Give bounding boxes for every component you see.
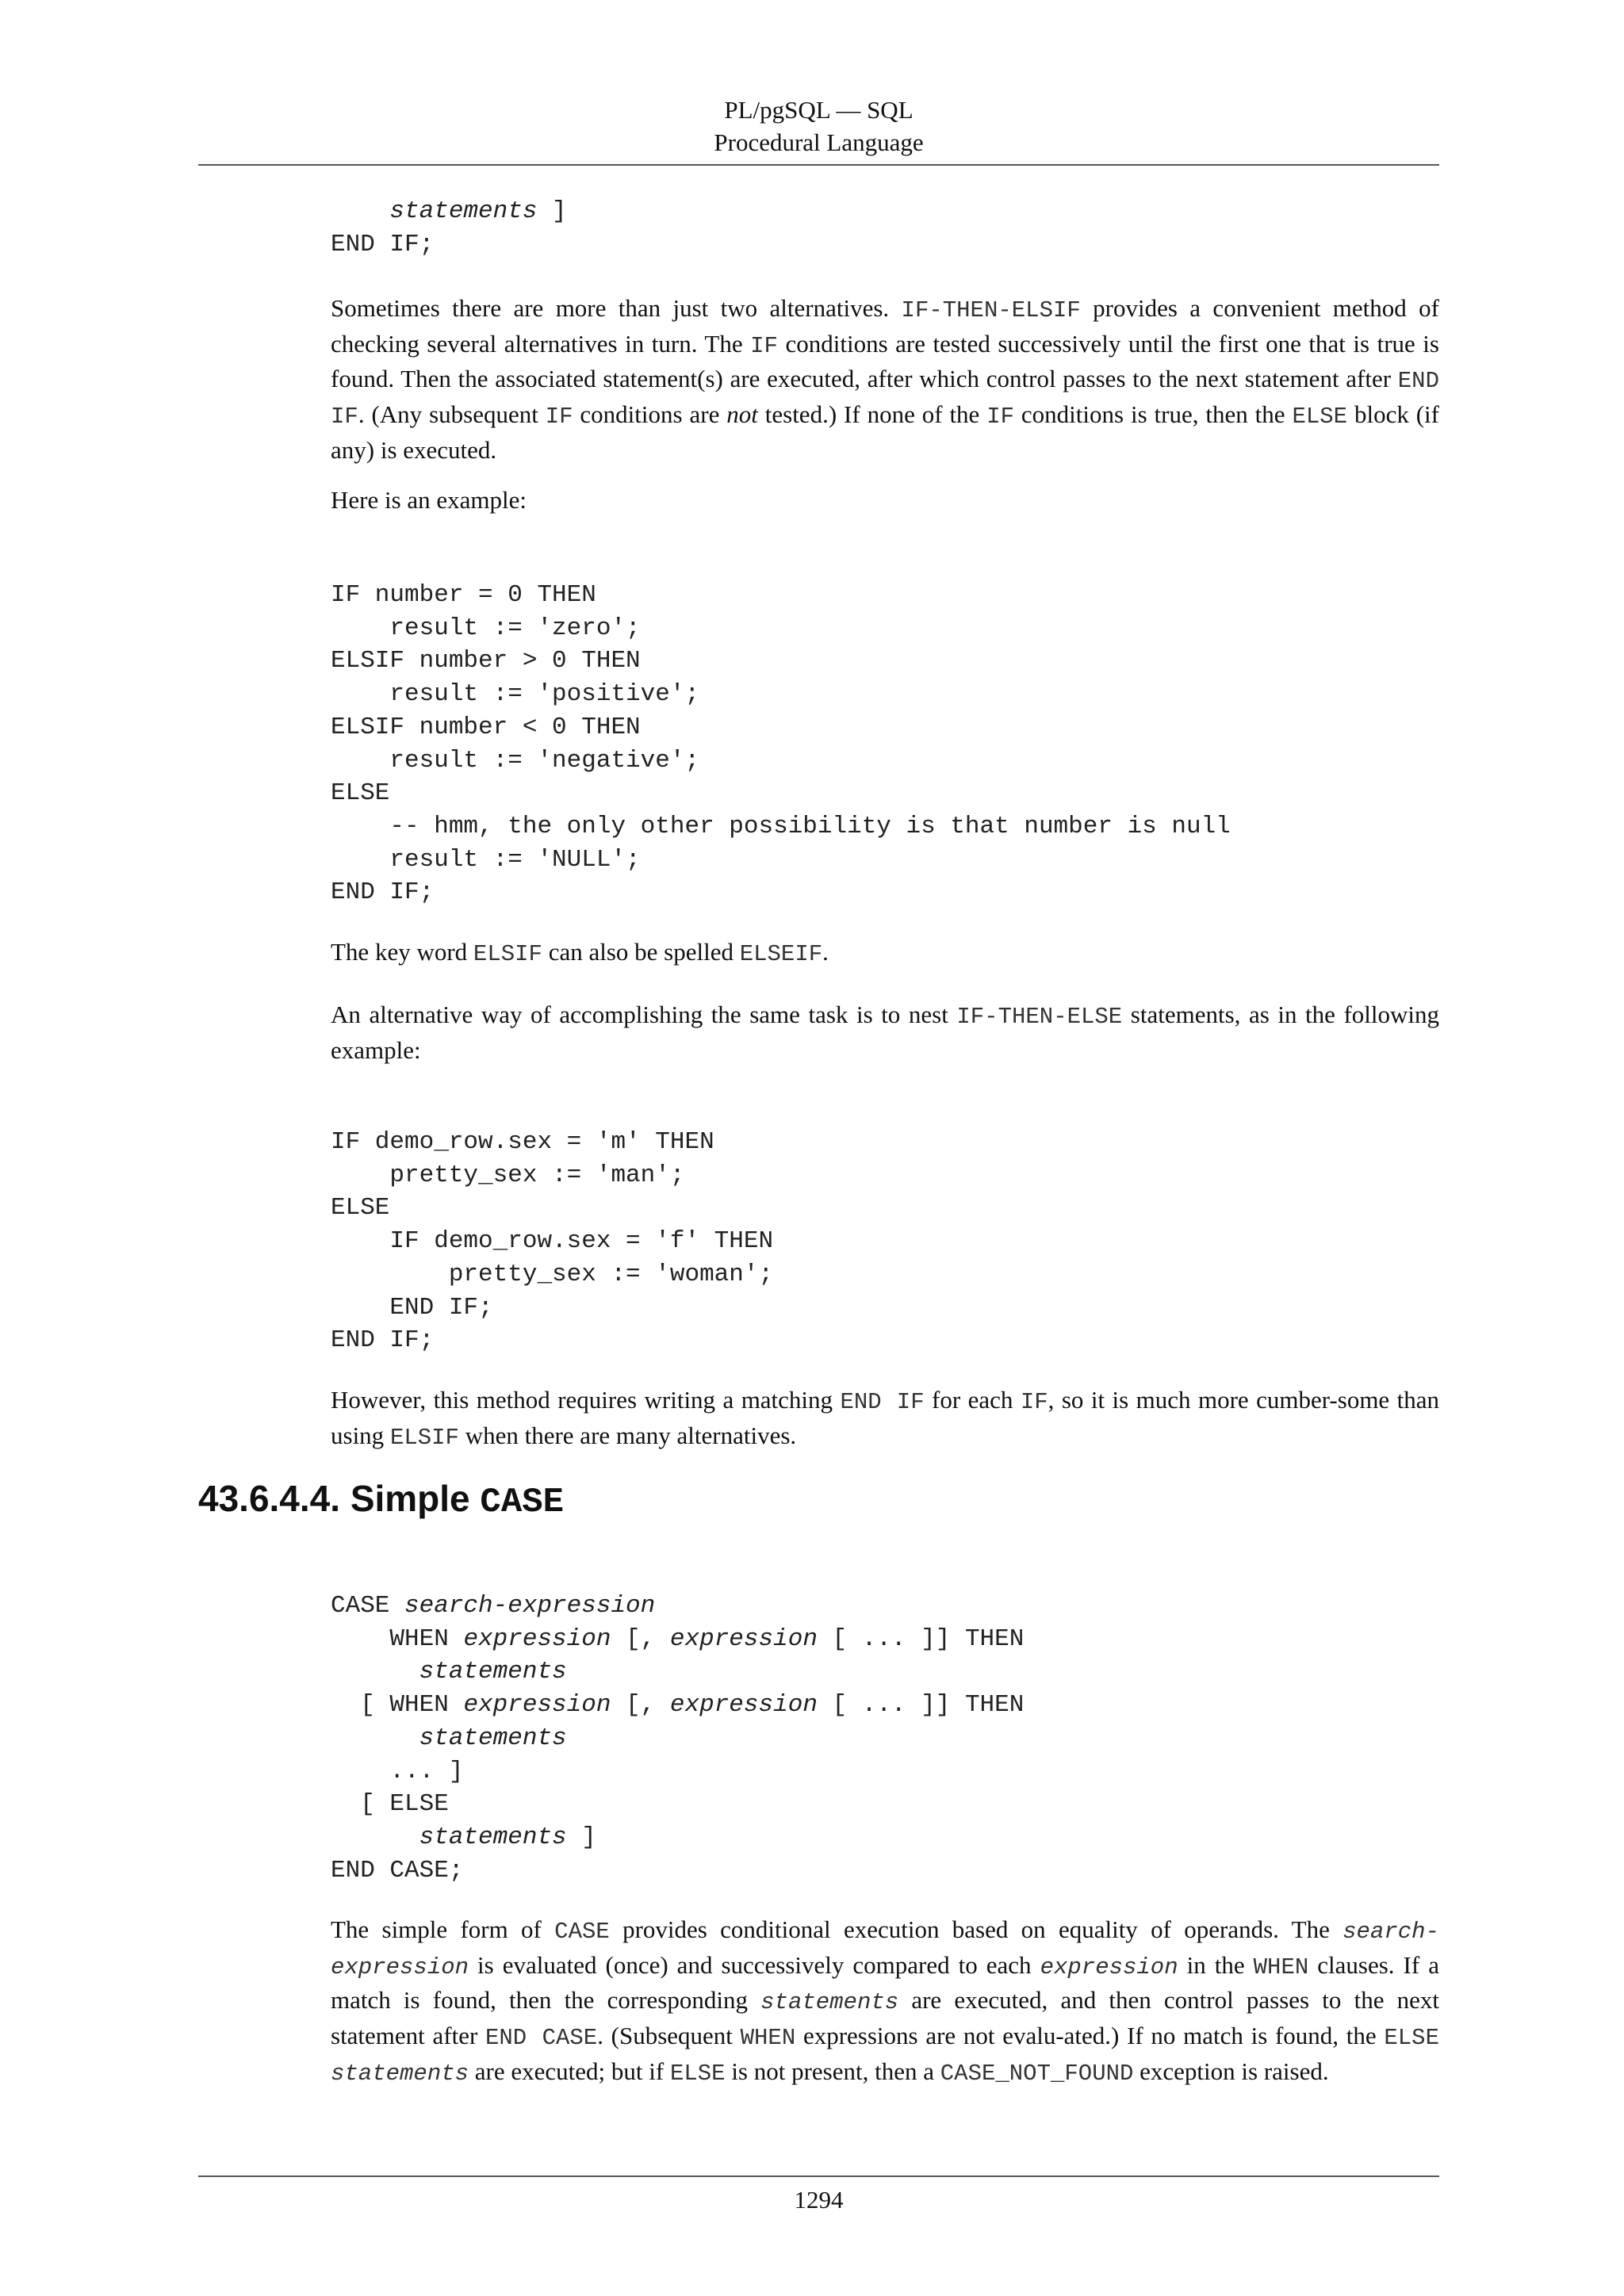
running-header xyxy=(198,94,1439,159)
code-block-fragment: statements ] END IF; xyxy=(331,197,567,258)
section-heading-simple-case: 43.6.4.4. Simple CASE xyxy=(198,1478,565,1522)
code-block-elsif-example: IF number = 0 THEN result := 'zero'; ELSIF number > 0 THEN result := 'positive'; ELSIF number < 0 THEN result := 'negative'; ELSE -- hmm, the only other possibility is that number is null result := 'NULL'; END IF; xyxy=(331,581,1231,907)
page-number: 1294 xyxy=(794,2186,844,2214)
paragraph-nested-drawback: However, this method requires writing a matching END IF for each IF, so it is much more cumber-some than using ELSIF when there are many alternatives. xyxy=(331,1386,1440,1451)
footer-rule xyxy=(198,2175,1439,2177)
code-block-case-syntax: CASE search-expression WHEN expression [, expression [ ... ]] THEN statements [ WHEN expression [, expression [ ... ]] THEN statements ... ] [ ELSE statements ] END CASE; xyxy=(331,1592,1025,1885)
header-subtitle: Procedural Language xyxy=(714,128,924,156)
header-title: PL/pgSQL — SQL xyxy=(724,96,914,124)
code-placeholder: statements xyxy=(389,197,538,225)
code-block-nested-example: IF demo_row.sex = 'm' THEN pretty_sex := 'man'; ELSE IF demo_row.sex = 'f' THEN pretty_sex := 'woman'; END IF; END IF; xyxy=(331,1128,774,1355)
paragraph-example-label: Here is an example: xyxy=(331,486,527,514)
paragraph-nested-alternative: An alternative way of accomplishing the same task is to nest IF-THEN-ELSE statements, as in the following example: xyxy=(331,1001,1439,1064)
paragraph-elsif-intro: Sometimes there are more than just two alternatives. IF-THEN-ELSIF provides a convenient method of checking several alternatives in turn. The IF conditions are tested successively until the first one that is true is found. Then the associated statement(s) are executed, after which control passes to the next statement after END IF. (Any subsequent IF conditions are not tested.) If none of the IF conditions is true, then the ELSE block (if any) is executed. xyxy=(331,294,1439,464)
paragraph-elseif-spelling: The key word ELSIF can also be spelled ELSEIF. xyxy=(331,938,829,967)
header-rule xyxy=(198,164,1439,166)
paragraph-simple-case-description: The simple form of CASE provides conditional execution based on equality of operands. The search-expression is evaluated (once) and successively compared to each expression in the WHEN clauses. If a match is found, then the corresponding statements are executed, and then control passes to the next statement after END CASE. (Subsequent WHEN expressions are not evalu-ated.) If no match is found, the ELSE statements are executed; but if ELSE is not present, then a CASE_NOT_FOUND exception is raised. xyxy=(331,1915,1439,2087)
